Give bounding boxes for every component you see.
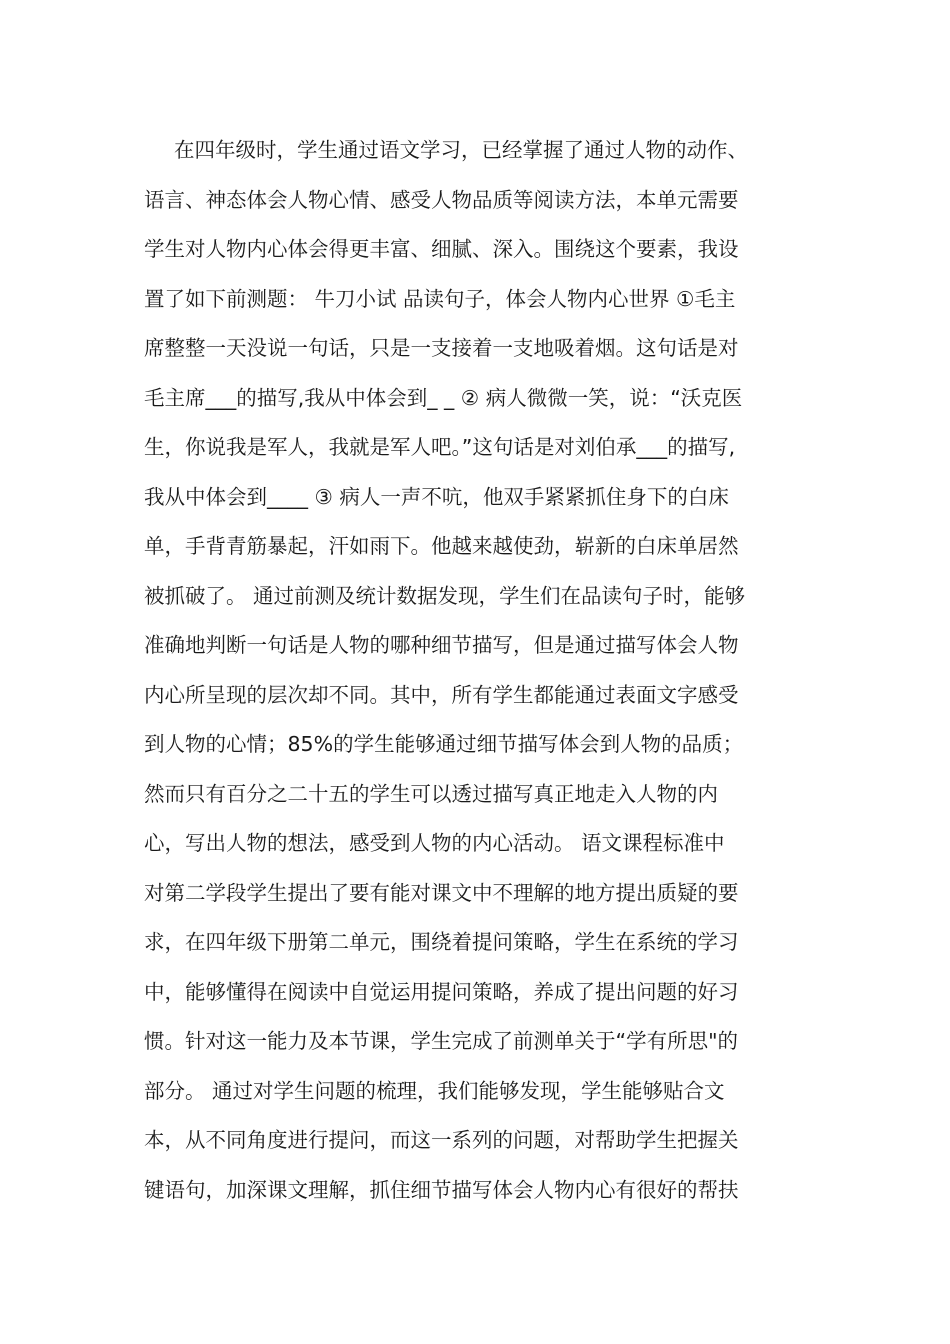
text-line: 到人物的心情；85%的学生能够通过细节描写体会到人物的品质；: [144, 732, 744, 756]
text-line: 毛主席___的描写,我从中体会到_ _ ② 病人微微一笑，说：“沃克医: [144, 385, 743, 410]
text-line: 被抓破了。 通过前测及统计数据发现，学生们在品读句子时，能够: [144, 583, 746, 608]
text-line: 单，手背青筋暴起，汗如雨下。他越来越使劲，崭新的白床单居然: [144, 534, 739, 558]
text-line: 置了如下前测题： 牛刀小试 品读句子，体会人物内心世界 ①毛主: [144, 286, 736, 311]
text-line: 本，从不同角度进行提问，而这一系列的问题，对帮助学生把握关: [144, 1128, 739, 1152]
text-line: 心，写出人物的想法，感受到人物的内心活动。 语文课程标准中: [144, 831, 725, 855]
text-line: 中，能够懂得在阅读中自觉运用提问策略，养成了提出问题的好习: [144, 979, 739, 1004]
text-line: 键语句，加深课文理解，抓住细节描写体会人物内心有很好的帮扶: [144, 1177, 739, 1202]
text-line: 学生对人物内心体会得更丰富、细腻、深入。围绕这个要素，我设: [144, 237, 739, 261]
text-line: 准确地判断一句话是人物的哪种细节描写，但是通过描写体会人物: [144, 633, 739, 657]
text-line: 惯。针对这一能力及本节课，学生完成了前测单关于“学有所思"的: [144, 1029, 739, 1053]
text-line: 我从中体会到____ ③ 病人一声不吭，他双手紧紧抓住身下的白床: [144, 484, 729, 509]
text-line: 部分。 通过对学生问题的梳理，我们能够发现，学生能够贴合文: [144, 1078, 725, 1103]
text-line: 求，在四年级下册第二单元，围绕着提问策略，学生在系统的学习: [144, 930, 739, 954]
text-line: 然而只有百分之二十五的学生可以透过描写真正地走入人物的内: [144, 781, 718, 806]
text-line: 席整整一天没说一句话，只是一支接着一支地吸着烟。这句话是对: [144, 336, 739, 360]
text-line: 语言、神态体会人物心情、感受人物品质等阅读方法，本单元需要: [144, 187, 739, 212]
body-paragraph: [144, 126, 814, 1215]
text-line: 对第二学段学生提出了要有能对课文中不理解的地方提出质疑的要: [144, 880, 739, 905]
text-line: 生，你说我是军人，我就是军人吧。”这句话是对刘伯承___的描写,: [144, 435, 736, 459]
text-line: 内心所呈现的层次却不同。其中，所有学生都能通过表面文字感受: [144, 682, 739, 707]
text-line: 在四年级时，学生通过语文学习，已经掌握了通过人物的动作、: [174, 138, 748, 162]
